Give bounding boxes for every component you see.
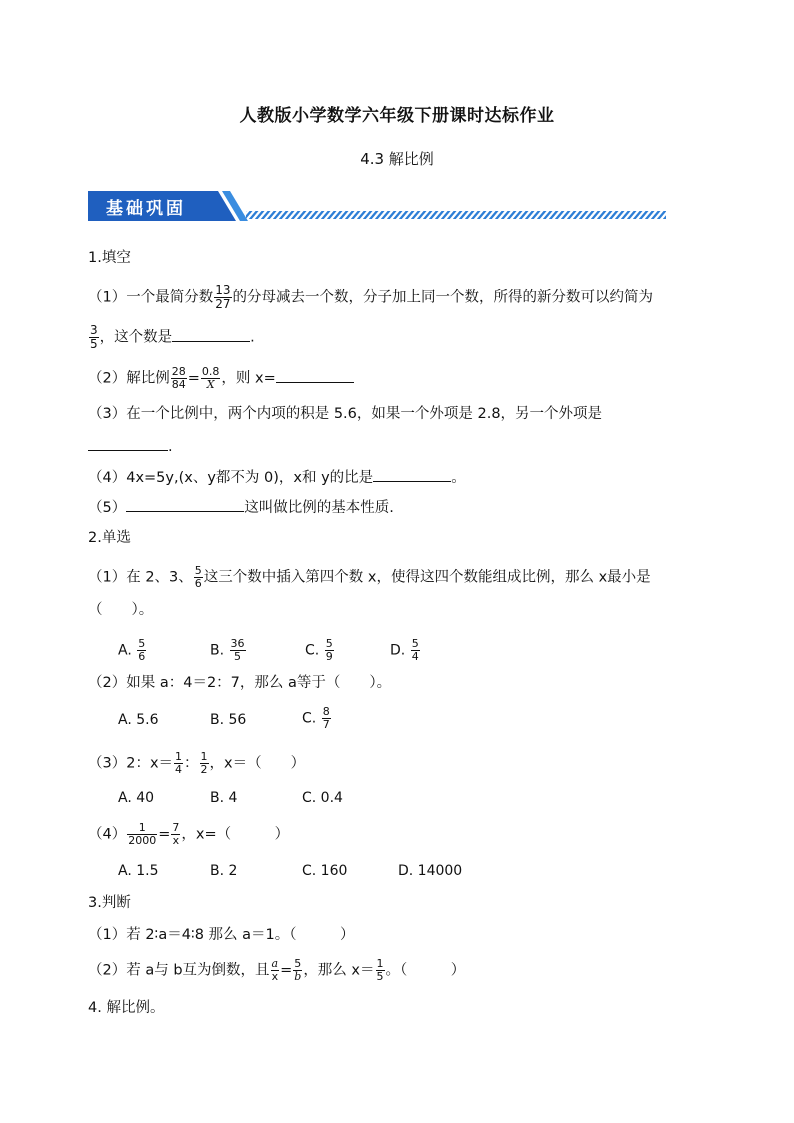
answer-blank[interactable] xyxy=(276,368,354,383)
question-1-2 xyxy=(88,366,354,391)
fraction-numerator: 5 xyxy=(194,564,202,577)
fraction-numerator: 5 xyxy=(325,637,333,650)
question-1-3-cont xyxy=(88,436,173,457)
question-3-1: （1）若 2∶a＝4∶8 那么 a＝1。（ ） xyxy=(88,927,355,943)
fraction-denominator: x xyxy=(271,970,279,983)
fraction-numerator: 1 xyxy=(376,957,384,970)
question-2-3 xyxy=(88,751,305,776)
fraction-denominator: 7 xyxy=(322,718,330,731)
fraction-denominator: 2 xyxy=(200,763,208,776)
fraction-numerator: 5 xyxy=(294,957,302,970)
fraction xyxy=(411,638,420,663)
fraction-numerator: 36 xyxy=(230,637,245,650)
q-text: （5） xyxy=(88,500,127,516)
fraction-denominator: 5 xyxy=(90,337,98,351)
fraction xyxy=(376,958,385,983)
fraction xyxy=(127,822,157,847)
fraction xyxy=(201,366,221,391)
q-text: ，则 x= xyxy=(221,370,276,387)
answer-blank[interactable] xyxy=(126,497,244,512)
option-d[interactable] xyxy=(390,638,421,663)
fraction-denominator: 2000 xyxy=(128,834,157,847)
option-b[interactable]: B. 4 xyxy=(210,790,238,806)
answer-blank[interactable] xyxy=(373,467,451,482)
option-c[interactable] xyxy=(305,638,335,663)
fraction xyxy=(293,958,302,983)
fraction xyxy=(194,565,203,590)
option-label: C. xyxy=(305,642,320,659)
q-text: 。（ ） xyxy=(385,962,466,979)
fraction-denominator: 6 xyxy=(138,650,146,663)
option-label: C. xyxy=(302,710,317,727)
option-a[interactable]: A. 1.5 xyxy=(118,863,159,879)
question-3-2 xyxy=(88,958,465,983)
q-text: . xyxy=(168,439,173,455)
fraction-numerator: 5 xyxy=(138,637,146,650)
fraction xyxy=(137,638,146,663)
option-label: B. xyxy=(210,642,225,659)
option-c[interactable]: C. 0.4 xyxy=(302,790,343,806)
q-text: ： xyxy=(184,755,199,772)
fraction-denominator: 9 xyxy=(325,650,333,663)
q-text: （3）2：x＝ xyxy=(88,755,174,772)
fraction-denominator: 84 xyxy=(171,378,186,391)
section-heading-true-false: 3.判断 xyxy=(88,895,131,911)
fraction-denominator: 4 xyxy=(411,650,419,663)
option-b[interactable]: B. 56 xyxy=(210,712,247,728)
fraction xyxy=(200,751,209,776)
fraction-numerator: 5 xyxy=(411,637,419,650)
section-heading-solve-proportion: 4. 解比例。 xyxy=(88,1000,165,1016)
answer-blank[interactable] xyxy=(88,436,168,451)
fraction-denominator: X xyxy=(201,378,221,391)
fraction xyxy=(174,751,183,776)
fraction xyxy=(171,366,187,391)
fraction xyxy=(230,638,246,663)
equals-sign: = xyxy=(158,826,171,843)
option-b[interactable]: B. 2 xyxy=(210,863,238,879)
section-banner xyxy=(88,189,668,223)
q-text: 的分母减去一个数，分子加上同一个数，所得的新分数可以约简为 xyxy=(232,289,654,306)
fraction-numerator: 1 xyxy=(138,821,146,834)
fraction-numerator: 0.8 xyxy=(201,365,220,378)
fraction-numerator: 13 xyxy=(215,283,231,297)
fraction xyxy=(271,958,280,983)
q-text: （1）在 2、3、 xyxy=(88,569,193,586)
question-1-3: （3）在一个比例中，两个内项的积是 5.6，如果一个外项是 2.8，另一个外项是 xyxy=(88,406,603,422)
equals-sign: = xyxy=(280,962,293,979)
fraction-denominator: 27 xyxy=(215,297,231,311)
equals-sign: = xyxy=(187,370,200,387)
q-text: （2）若 a与 b互为倒数，且 xyxy=(88,962,270,979)
q-text: （4）4x=5y,(x、y都不为 0)，x和 y的比是 xyxy=(88,470,374,486)
option-c[interactable] xyxy=(302,706,332,731)
q-text: 这叫做比例的基本性质. xyxy=(244,500,394,516)
fraction-numerator: 1 xyxy=(175,750,183,763)
question-2-1 xyxy=(88,565,651,590)
question-1-1-cont xyxy=(88,324,255,351)
fraction-numerator: 28 xyxy=(171,365,186,378)
fraction xyxy=(89,324,99,351)
fraction-numerator: 7 xyxy=(172,821,180,834)
q-text: ，这个数是 xyxy=(99,329,173,346)
fraction-numerator: a xyxy=(271,957,279,970)
option-d[interactable]: D. 14000 xyxy=(398,863,463,879)
option-c[interactable]: C. 160 xyxy=(302,863,348,879)
fraction-numerator: 3 xyxy=(90,323,98,337)
q-text: 。 xyxy=(451,470,466,486)
fraction-denominator: b xyxy=(294,970,302,983)
option-a[interactable] xyxy=(118,638,147,663)
fraction xyxy=(214,284,231,311)
fraction-numerator: 1 xyxy=(200,750,208,763)
q-text: （1）一个最简分数 xyxy=(88,289,214,306)
q-text: ，x＝（ ） xyxy=(209,755,306,772)
fraction-denominator: 5 xyxy=(376,970,384,983)
option-b[interactable] xyxy=(210,638,247,663)
question-1-4 xyxy=(88,467,466,488)
banner-label: 基础巩固 xyxy=(106,199,186,219)
q-text: ，那么 x＝ xyxy=(303,962,375,979)
fraction-denominator: 6 xyxy=(194,577,202,590)
fraction-denominator: 4 xyxy=(175,763,183,776)
option-label: D. xyxy=(390,642,406,659)
q-text: 这三个数中插入第四个数 x，使得这四个数能组成比例，那么 x最小是 xyxy=(203,569,651,586)
q-text: （4） xyxy=(88,826,127,843)
fraction xyxy=(171,822,180,847)
lesson-subtitle: 4.3 解比例 xyxy=(360,150,434,168)
question-1-5 xyxy=(88,497,394,518)
fraction-denominator: 5 xyxy=(230,650,246,663)
q-text: （2）解比例 xyxy=(88,370,170,387)
question-2-1-cont: （ ）。 xyxy=(88,602,154,618)
section-heading-single-choice: 2.单选 xyxy=(88,530,131,546)
fraction xyxy=(325,638,334,663)
question-1-1 xyxy=(88,284,653,311)
question-2-4 xyxy=(88,822,289,847)
q-text: . xyxy=(250,329,255,346)
fraction-numerator: 8 xyxy=(322,705,330,718)
option-a[interactable]: A. 5.6 xyxy=(118,712,159,728)
fraction-denominator: x xyxy=(172,834,180,847)
option-a[interactable]: A. 40 xyxy=(118,790,155,806)
document-title: 人教版小学数学六年级下册课时达标作业 xyxy=(239,106,555,126)
fraction xyxy=(322,706,331,731)
answer-blank[interactable] xyxy=(172,327,250,342)
section-heading-fill-blank: 1.填空 xyxy=(88,250,131,266)
question-2-2: （2）如果 a：4＝2：7，那么 a等于（ ）。 xyxy=(88,675,392,691)
q-text: ，x=（ ） xyxy=(181,826,290,843)
option-label: A. xyxy=(118,642,132,659)
